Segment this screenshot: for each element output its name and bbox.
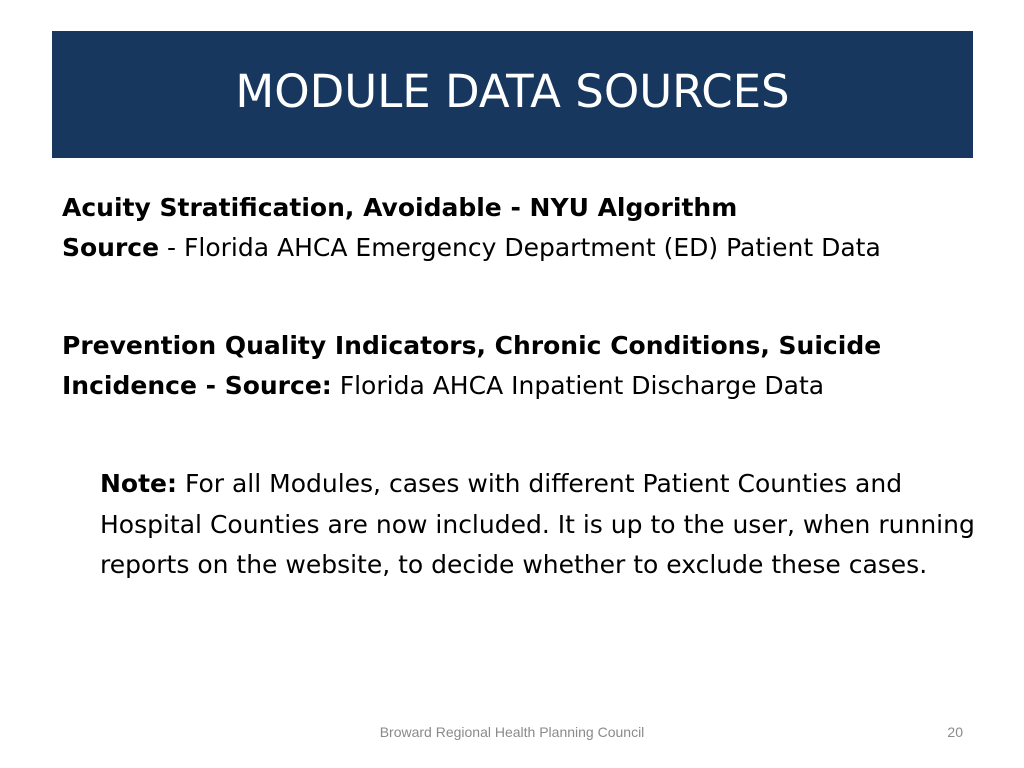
spacer [62, 268, 992, 326]
block1-source-text: - Florida AHCA Emergency Department (ED) Patient Data [159, 233, 881, 262]
note-label: Note: [100, 469, 178, 498]
block2-source-text: Florida AHCA Inpatient Discharge Data [331, 371, 825, 400]
note-paragraph [100, 464, 990, 586]
spacer [62, 406, 992, 464]
slide-body [62, 188, 992, 611]
title-band [52, 31, 973, 158]
block2-heading-line2 [62, 366, 992, 406]
block1-source-label: Source [62, 233, 160, 262]
page-number: 20 [947, 724, 963, 740]
note-text: For all Modules, cases with different Patient Counties and Hospital Counties are now included. It is up to the user, when running reports on the website, to decide whether to exclude these cases. [100, 469, 975, 579]
slide-title: MODULE DATA SOURCES [235, 65, 790, 118]
block2-heading-line1: Prevention Quality Indicators, Chronic Conditions, Suicide [62, 331, 882, 360]
block1-heading: Acuity Stratification, Avoidable - NYU Algorithm [62, 193, 738, 222]
block2-source-label: Incidence - Source: [62, 371, 332, 400]
block1-source-line [62, 228, 992, 268]
footer-organization: Broward Regional Health Planning Council [379, 724, 645, 740]
